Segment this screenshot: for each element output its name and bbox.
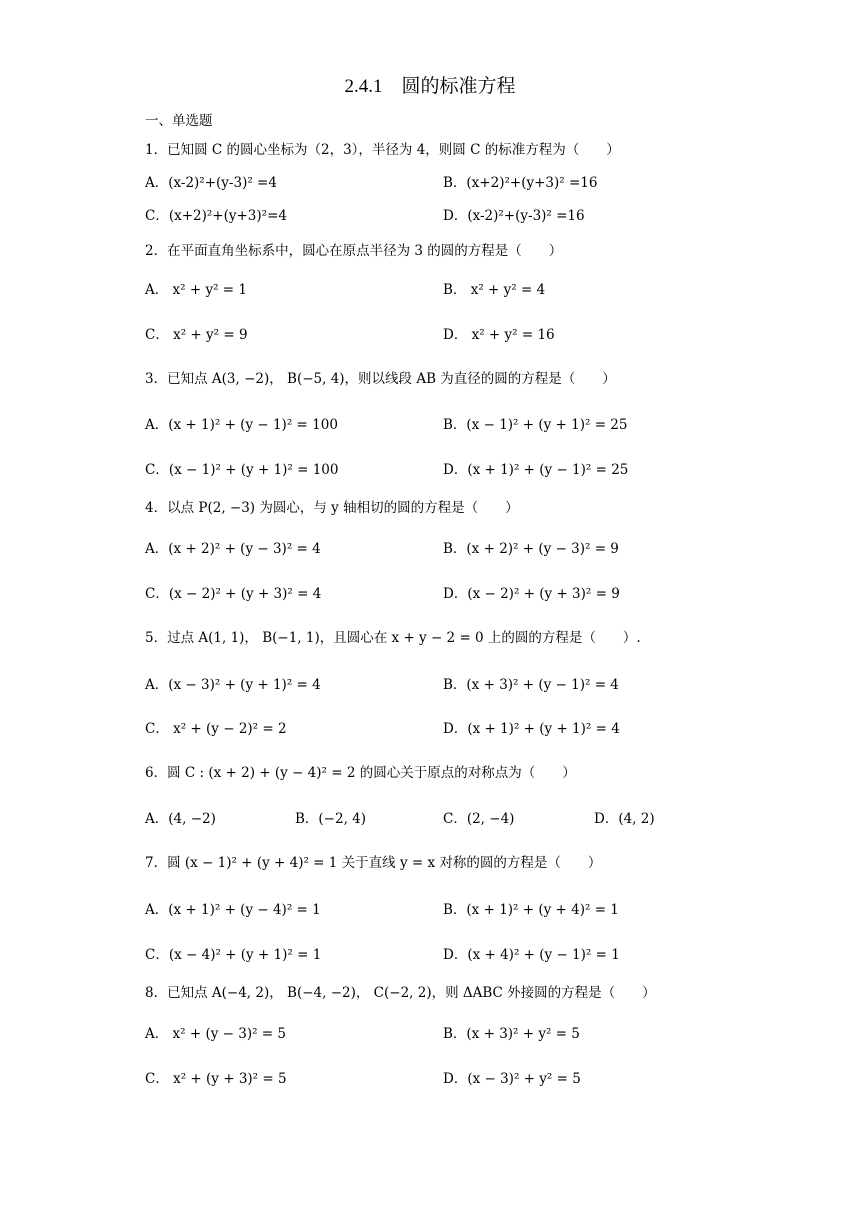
question-8-stem: 8．已知点 A(−4, 2)， B(−4, −2)， C(−2, 2)，则 ΔABC 外接圆的方程是（ ） [145,985,656,1001]
question-1-option-c[interactable]: C．(x+2)²+(y+3)²=4 [145,208,287,224]
question-4-option-d[interactable]: D．(x − 2)² + (y + 3)² = 9 [443,586,620,602]
question-8-option-b[interactable]: B．(x + 3)² + y² = 5 [443,1026,580,1042]
question-8-option-d[interactable]: D．(x − 3)² + y² = 5 [443,1071,581,1087]
question-1-stem: 1．已知圆 C 的圆心坐标为（2，3），半径为 4，则圆 C 的标准方程为（ ） [145,142,620,158]
question-1-option-d[interactable]: D．(x-2)²+(y-3)² =16 [443,208,585,224]
question-4-option-c[interactable]: C．(x − 2)² + (y + 3)² = 4 [145,586,322,602]
question-5-stem: 5．过点 A(1, 1)， B(−1, 1)，且圆心在 x + y − 2 = 0 上的圆的方程是（ ）. [145,630,641,646]
question-7-option-a[interactable]: A．(x + 1)² + (y − 4)² = 1 [145,902,321,918]
question-7-option-d[interactable]: D．(x + 4)² + (y − 1)² = 1 [443,947,620,963]
question-5-option-b[interactable]: B．(x + 3)² + (y − 1)² = 4 [443,677,619,693]
question-5-option-a[interactable]: A．(x − 3)² + (y + 1)² = 4 [145,677,321,693]
question-3-stem: 3．已知点 A(3, −2)， B(−5, 4)，则以线段 AB 为直径的圆的方程是（ ） [145,371,616,387]
question-7-option-c[interactable]: C．(x − 4)² + (y + 1)² = 1 [145,947,322,963]
question-2-option-d[interactable]: D． x² + y² = 16 [443,327,555,343]
question-3-option-b[interactable]: B．(x − 1)² + (y + 1)² = 25 [443,417,628,433]
question-2-option-c[interactable]: C． x² + y² = 9 [145,327,248,343]
question-3-option-a[interactable]: A．(x + 1)² + (y − 1)² = 100 [145,417,338,433]
question-3-option-d[interactable]: D．(x + 1)² + (y − 1)² = 25 [443,462,629,478]
document-title: 2.4.1 圆的标准方程 [344,76,516,97]
question-8-option-a[interactable]: A． x² + (y − 3)² = 5 [145,1026,286,1042]
question-6-option-c[interactable]: C．(2, −4) [443,811,515,827]
question-7-option-b[interactable]: B．(x + 1)² + (y + 4)² = 1 [443,902,619,918]
question-8-option-c[interactable]: C． x² + (y + 3)² = 5 [145,1071,287,1087]
question-4-stem: 4．以点 P(2, −3) 为圆心，与 y 轴相切的圆的方程是（ ） [145,500,519,516]
section-heading: 一、单选题 [145,113,213,129]
question-2-option-a[interactable]: A． x² + y² = 1 [145,282,247,298]
question-5-option-d[interactable]: D．(x + 1)² + (y + 1)² = 4 [443,721,620,737]
question-1-option-a[interactable]: A．(x-2)²+(y-3)² =4 [145,175,277,191]
question-4-option-b[interactable]: B．(x + 2)² + (y − 3)² = 9 [443,541,619,557]
question-6-stem: 6．圆 C : (x + 2) + (y − 4)² = 2 的圆心关于原点的对称点为（ ） [145,765,576,781]
question-6-option-b[interactable]: B．(−2, 4) [295,811,367,827]
question-6-option-d[interactable]: D．(4, 2) [594,811,655,827]
question-4-option-a[interactable]: A．(x + 2)² + (y − 3)² = 4 [145,541,321,557]
question-3-option-c[interactable]: C．(x − 1)² + (y + 1)² = 100 [145,462,339,478]
question-1-option-b[interactable]: B．(x+2)²+(y+3)² =16 [443,175,598,191]
question-7-stem: 7．圆 (x − 1)² + (y + 4)² = 1 关于直线 y = x 对称的圆的方程是（ ） [145,855,602,871]
question-6-option-a[interactable]: A．(4, −2) [145,811,216,827]
question-2-option-b[interactable]: B． x² + y² = 4 [443,282,546,298]
question-2-stem: 2．在平面直角坐标系中，圆心在原点半径为 3 的圆的方程是（ ） [145,243,563,259]
question-5-option-c[interactable]: C． x² + (y − 2)² = 2 [145,721,287,737]
